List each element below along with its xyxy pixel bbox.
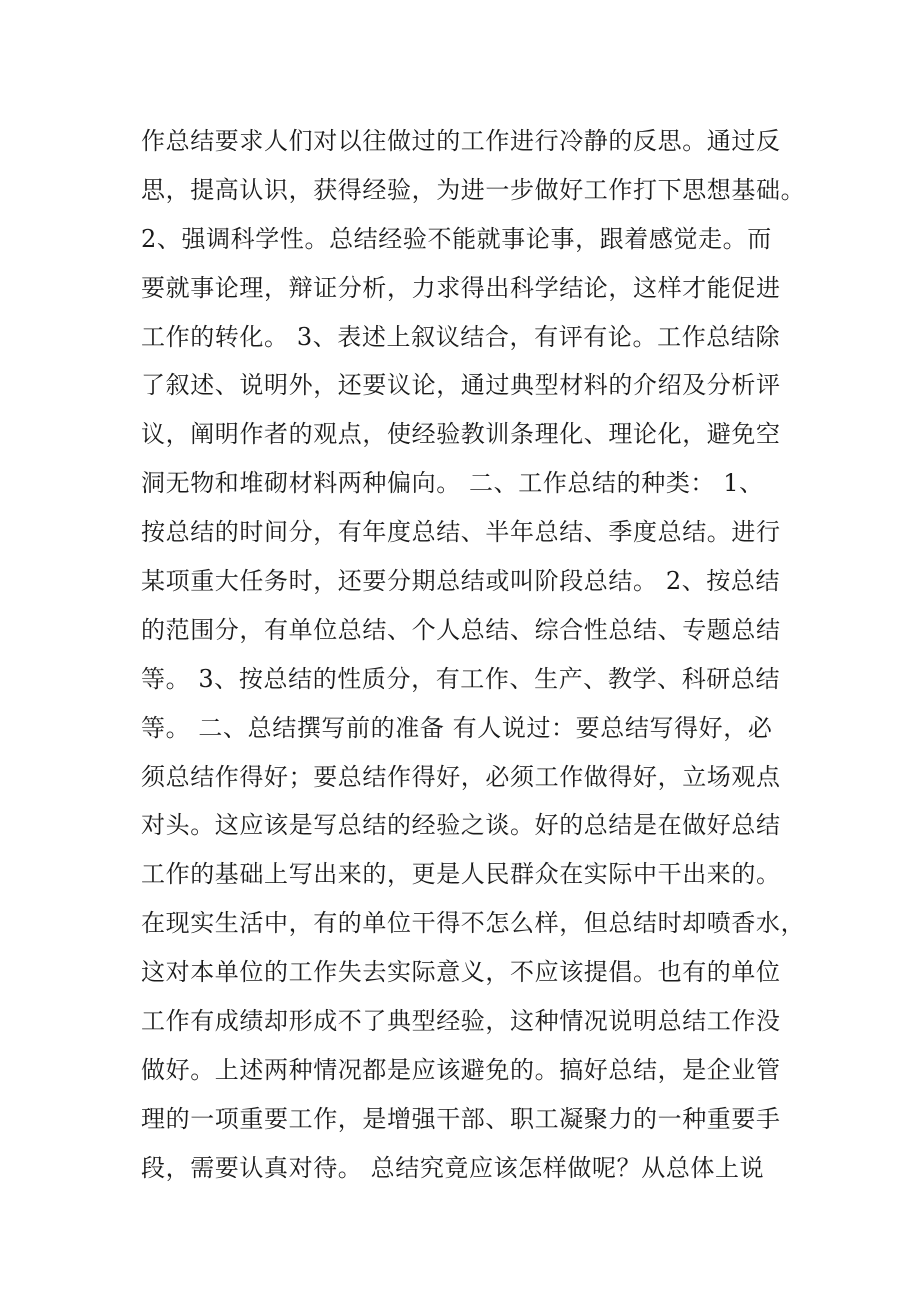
text-line: 工作的基础上写出来的，更是人民群众在实际中干出来的。 [141,860,781,889]
text-line: 2、强调科学性。总结经验不能就事论事，跟着感觉走。而 [141,224,772,253]
text-line: 思，提高认识，获得经验，为进一步做好工作打下思想基础。 [141,175,806,204]
text-line: 了叙述、说明外，还要议论，通过典型材料的介绍及分析评 [141,371,781,400]
text-line: 这对本单位的工作失去实际意义，不应该提倡。也有的单位 [141,958,781,987]
text-line: 段，需要认真对待。 总结究竟应该怎样做呢？从总体上说 [141,1153,765,1182]
text-line: 做好。上述两种情况都是应该避免的。搞好总结，是企业管 [141,1055,781,1084]
text-line: 对头。这应该是写总结的经验之谈。好的总结是在做好总结 [141,811,781,840]
text-line: 作总结要求人们对以往做过的工作进行冷静的反思。通过反 [141,127,781,155]
text-line: 按总结的时间分，有年度总结、半年总结、季度总结。进行 [141,518,781,547]
text-line: 理的一项重要工作，是增强干部、职工凝聚力的一种重要手 [141,1104,781,1133]
text-line: 的范围分，有单位总结、个人总结、综合性总结、专题总结 [141,615,781,644]
text-line: 某项重大任务时，还要分期总结或叫阶段总结。 2、按总结 [141,567,781,596]
text-line: 工作的转化。 3、表述上叙议结合，有评有论。工作总结除 [141,322,781,351]
text-line: 等。 3、按总结的性质分，有工作、生产、教学、科研总结 [141,664,781,693]
text-line: 须总结作得好；要总结作得好，必须工作做得好，立场观点 [141,762,781,791]
text-line: 等。 二、总结撰写前的准备 有人说过：要总结写得好，必 [141,713,773,742]
text-line: 洞无物和堆砌材料两种偏向。 二、工作总结的种类： 1、 [141,469,764,498]
body-text [141,117,806,1193]
text-line: 在现实生活中，有的单位干得不怎么样，但总结时却喷香水， [141,909,806,938]
text-line: 要就事论理，辩证分析，力求得出科学结论，这样才能促进 [141,273,781,302]
text-line: 工作有成绩却形成不了典型经验，这种情况说明总结工作没 [141,1007,781,1036]
text-line: 议，阐明作者的观点，使经验教训条理化、理论化，避免空 [141,420,781,449]
